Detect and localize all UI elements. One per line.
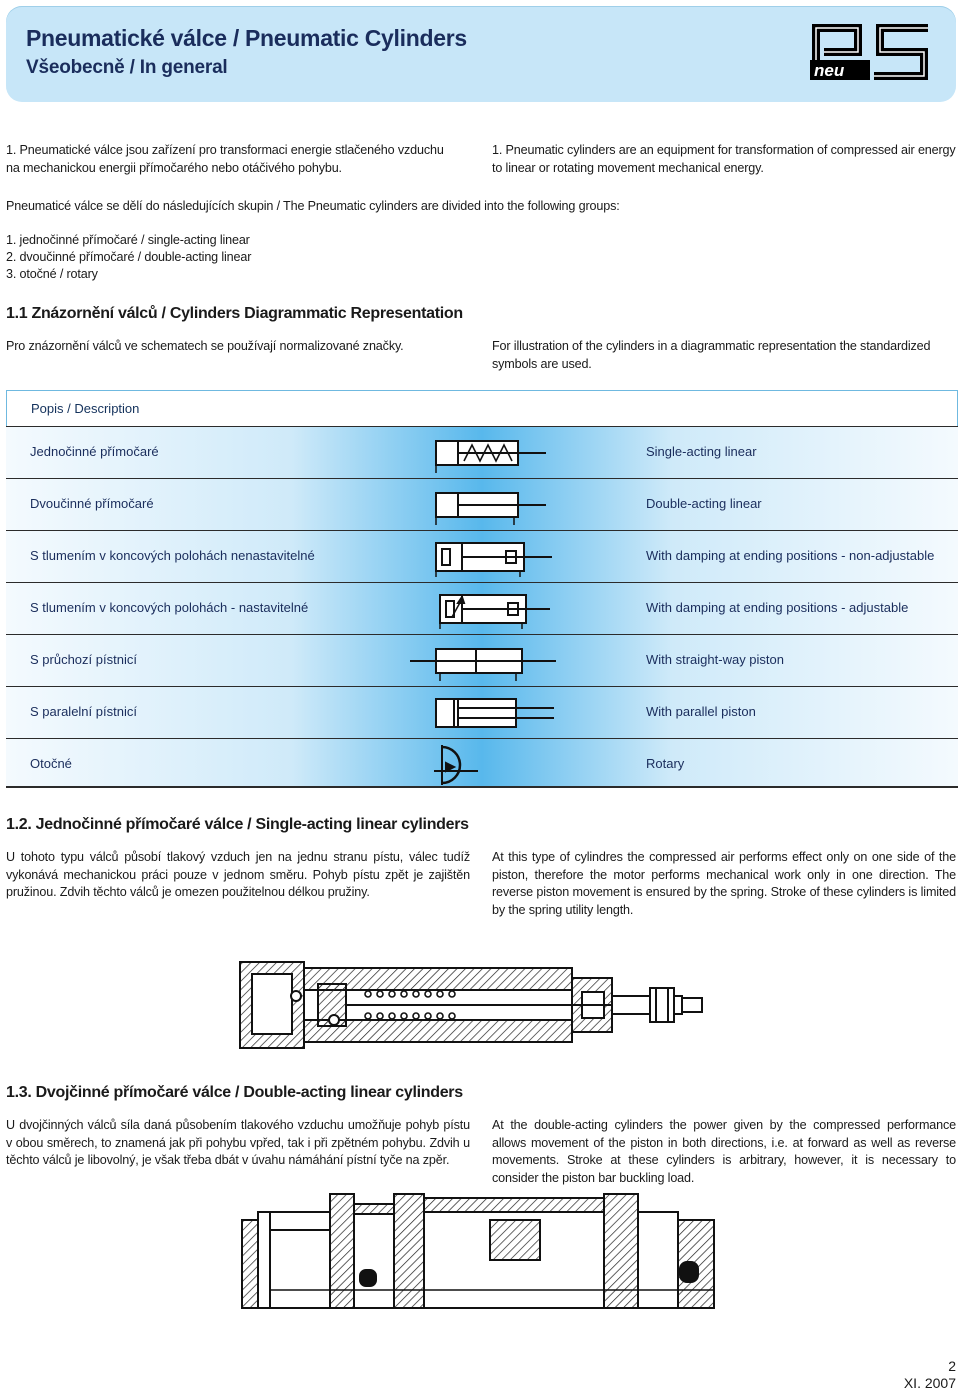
groups-item-2: 2. dvoučinné přímočaré / double-acting linear [6, 250, 252, 264]
row-label-cz: S tlumením v koncových polohách - nastavitelné [30, 600, 309, 615]
page-subtitle: Všeobecně / In general [26, 57, 228, 78]
ps-neu-logo [808, 20, 936, 82]
groups-item-3: 3. otočné / rotary [6, 267, 98, 281]
row-label-en: With damping at ending positions - non-adjustable [646, 548, 935, 563]
through-rod-symbol [406, 639, 576, 683]
row-label-en: With parallel piston [646, 704, 756, 719]
table-row [6, 426, 958, 479]
row-label-cz: Otočné [30, 756, 72, 771]
section-1-3-cz: U dvojčinných válců síla daná působením tlakového vzduchu umožňuje pohyb pístu v obou směrech, to znamená jak při pohybu vpřed, tak i při zpětném pohybu. Zdvih u těchto válců je libovolný, je však třeba dbát v úvahu námáhání pístní tyče na zpěr. [6, 1118, 470, 1167]
row-label-cz: Jednočinné přímočaré [30, 444, 159, 459]
section-1-1-cz: Pro znázornění válců ve schematech se používají normalizované značky. [6, 339, 404, 353]
table-row [6, 478, 958, 531]
svg-text:neu: neu [814, 61, 845, 80]
damping-fixed-symbol [406, 535, 576, 579]
row-label-cz: S tlumením v koncových polohách nenastavitelné [30, 548, 315, 563]
double-acting-symbol [406, 483, 576, 527]
single-acting-cylinder-drawing [238, 958, 718, 1058]
row-label-en: With damping at ending positions - adjustable [646, 600, 909, 615]
rotary-symbol [406, 743, 576, 787]
page-number: 2 [948, 1358, 956, 1374]
table-header-label: Popis / Description [31, 401, 140, 416]
row-label-en: With straight-way piston [646, 652, 784, 667]
damping-adjustable-symbol [406, 587, 576, 631]
table-row [6, 582, 958, 635]
intro-en: 1. Pneumatic cylinders are an equipment for transformation of compressed air energy to linear or rotating movement mechanical energy. [492, 143, 956, 175]
row-label-cz: S průchozí pístnicí [30, 652, 137, 667]
table-row [6, 634, 958, 687]
issue-date: XI. 2007 [903, 1375, 956, 1391]
section-1-3-en: At the double-acting cylinders the power given by the compressed performance allows movement of the piston in both directions, i.e. at forward as well as reverse movements. Stroke at these cylinders is arbitrary, however, it is necessary to consider the piston bar buckling load. [492, 1118, 956, 1185]
groups-intro: Pneumaticé válce se dělí do následujících skupin / The Pneumatic cylinders are divided into the following groups: [6, 199, 620, 213]
section-1-2-heading: 1.2. Jednočinné přímočaré válce / Single-acting linear cylinders [6, 816, 469, 833]
double-acting-cylinder-drawing [240, 1190, 720, 1310]
row-label-en: Rotary [646, 756, 685, 771]
section-1-1-en: For illustration of the cylinders in a diagrammatic representation the standardized symbols are used. [492, 339, 931, 371]
row-label-en: Double-acting linear [646, 496, 762, 511]
table-header [6, 390, 958, 427]
table-row [6, 738, 958, 787]
groups-item-1: 1. jednočinné přímočaré / single-acting linear [6, 233, 250, 247]
row-label-cz: Dvoučinné přímočaré [30, 496, 154, 511]
page-title: Pneumatické válce / Pneumatic Cylinders [26, 25, 467, 51]
section-1-2-cz: U tohoto typu válců působí tlakový vzduch jen na jednu stranu pístu, válec tudíž vykonává mechanickou práci pouze v jednom směru. Pohyb pístu zpět je zajištěn pružinou. Zdvih těchto válců je omezen použitelnou délkou pružiny. [6, 850, 470, 899]
intro-cz: 1. Pneumatické válce jsou zařízení pro transformaci energie stlačeného vzduchu na mechanickou energii přímočarého nebo otáčivého pohybu. [6, 143, 444, 175]
parallel-rod-symbol [406, 691, 576, 735]
row-label-cz: S paralelní pístnicí [30, 704, 137, 719]
single-acting-symbol [406, 431, 576, 475]
section-1-1-heading: 1.1 Znázornění válců / Cylinders Diagrammatic Representation [6, 305, 463, 322]
table-row [6, 686, 958, 739]
table-bottom-rule [6, 786, 958, 788]
section-1-2-en: At this type of cylindres the compressed air performs effect only on one side of the piston, therefore the motor performs mechanical work only in one direction. The reverse piston movement is ensured by the spring. Stroke of these cylinders is limited by the spring utility length. [492, 850, 956, 917]
symbols-table [6, 390, 958, 788]
table-row [6, 530, 958, 583]
row-label-en: Single-acting linear [646, 444, 757, 459]
section-1-3-heading: 1.3. Dvojčinné přímočaré válce / Double-acting linear cylinders [6, 1084, 463, 1101]
